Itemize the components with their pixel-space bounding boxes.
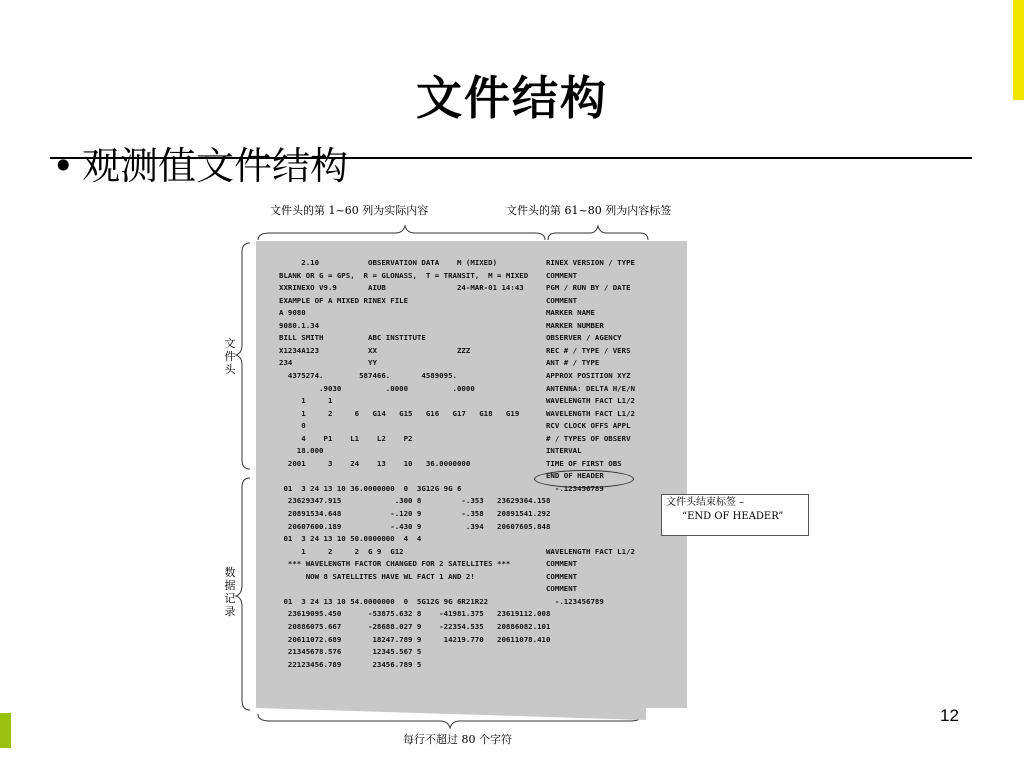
- rinex-panel-corner: [256, 708, 646, 720]
- caption-left-header: 文件头的第 1~60 列为实际内容: [270, 204, 429, 217]
- rinex-line: 20607600.189 -.430 9 .394 20607605.848: [279, 521, 551, 531]
- rinex-line: 2001 3 24 13 10 36.0000000 TIME OF FIRST OBS: [279, 458, 622, 468]
- rinex-line: 2.10 OBSERVATION DATA M (MIXED) RINEX VERSION / TYPE: [279, 258, 635, 267]
- rinex-line: X1234A123 XX ZZZ REC # / TYPE / VERS: [279, 345, 631, 355]
- rinex-line: 01 3 24 13 10 36.0000000 0 3G12G 9G 6 -.123456789: [279, 483, 604, 493]
- rinex-line: 22123456.789 23456.789 5: [279, 659, 422, 669]
- caption-right-header: 文件头的第 61~80 列为内容标签: [506, 204, 672, 217]
- side-label-header: 文件头: [224, 337, 236, 376]
- page-title: 文件结构: [416, 71, 608, 125]
- callout-line-2: “END OF HEADER”: [682, 511, 784, 522]
- rinex-line: 18.000 INTERVAL: [279, 446, 582, 456]
- rinex-line: 21345678.576 12345.567 5: [279, 647, 422, 657]
- end-of-header-callout: [661, 494, 809, 536]
- bullet-text: 观测值文件结构: [82, 144, 349, 188]
- rinex-line: BILL SMITH ABC INSTITUTE OBSERVER / AGENCY: [279, 333, 622, 343]
- rinex-line: 23629347.915 .300 8 -.353 23629364.158: [279, 496, 551, 506]
- rinex-line: *** WAVELENGTH FACTOR CHANGED FOR 2 SATELLITES *** COMMENT: [279, 559, 578, 569]
- rinex-line: COMMENT: [279, 584, 578, 594]
- rinex-line: 20886075.667 -28688.027 9 -22354.535 20886082.101: [279, 621, 551, 631]
- page-number: 12: [940, 706, 959, 725]
- rinex-line: NOW 8 SATELLITES HAVE WL FACT 1 AND 2! COMMENT: [279, 571, 578, 581]
- rinex-line: END OF HEADER: [279, 471, 604, 481]
- caption-bottom: 每行不超过 80 个字符: [403, 733, 512, 746]
- rinex-line: 0 RCV CLOCK OFFS APPL: [279, 421, 631, 431]
- rinex-line: A 9080 MARKER NAME: [279, 308, 595, 318]
- rinex-line: 9080.1.34 MARKER NUMBER: [279, 320, 604, 330]
- rinex-line: 1 2 2 G 9 G12 WAVELENGTH FACT L1/2: [279, 546, 635, 556]
- rinex-line: 23619095.450 -53875.632 8 -41981.375 23619112.008: [279, 609, 551, 619]
- end-of-header-highlight: [534, 470, 634, 488]
- rinex-line: .9030 .0000 .0000 ANTENNA: DELTA H/E/N: [279, 383, 635, 393]
- callout-line-1: 文件头结束标签 –: [666, 497, 745, 508]
- rinex-line: EXAMPLE OF A MIXED RINEX FILE COMMENT: [279, 295, 578, 305]
- rinex-line: 20891534.648 -.120 9 -.358 20891541.292: [279, 509, 551, 518]
- rinex-line: 01 3 24 13 10 54.0000000 0 5G12G 9G 6R21R22 -.123456789: [279, 596, 604, 606]
- rinex-line: BLANK OR G = GPS, R = GLONASS, T = TRANSIT, M = MIXED COMMENT: [279, 270, 578, 280]
- rinex-line: XXRINEXO V9.9 AIUB 24-MAR-01 14:43 PGM / RUN BY / DATE: [279, 283, 631, 293]
- rinex-line: 01 3 24 13 10 50.0000000 4 4: [279, 534, 422, 544]
- rinex-line: 1 1 WAVELENGTH FACT L1/2: [279, 396, 635, 406]
- side-label-data: 数据记录: [224, 566, 236, 618]
- rinex-line: 20611072.689 18247.789 9 14219.770 20611078.410: [279, 634, 551, 644]
- rinex-line: 4 P1 L1 L2 P2 # / TYPES OF OBSERV: [279, 433, 631, 443]
- rinex-line: 234 YY ANT # / TYPE: [279, 358, 600, 368]
- rinex-line: 1 2 6 G14 G15 G16 G17 G18 G19 WAVELENGTH FACT L1/2: [279, 408, 635, 418]
- rinex-line: 4375274. 587466. 4589095. APPROX POSITION XYZ: [279, 370, 631, 380]
- bullet-dot: •: [52, 144, 75, 188]
